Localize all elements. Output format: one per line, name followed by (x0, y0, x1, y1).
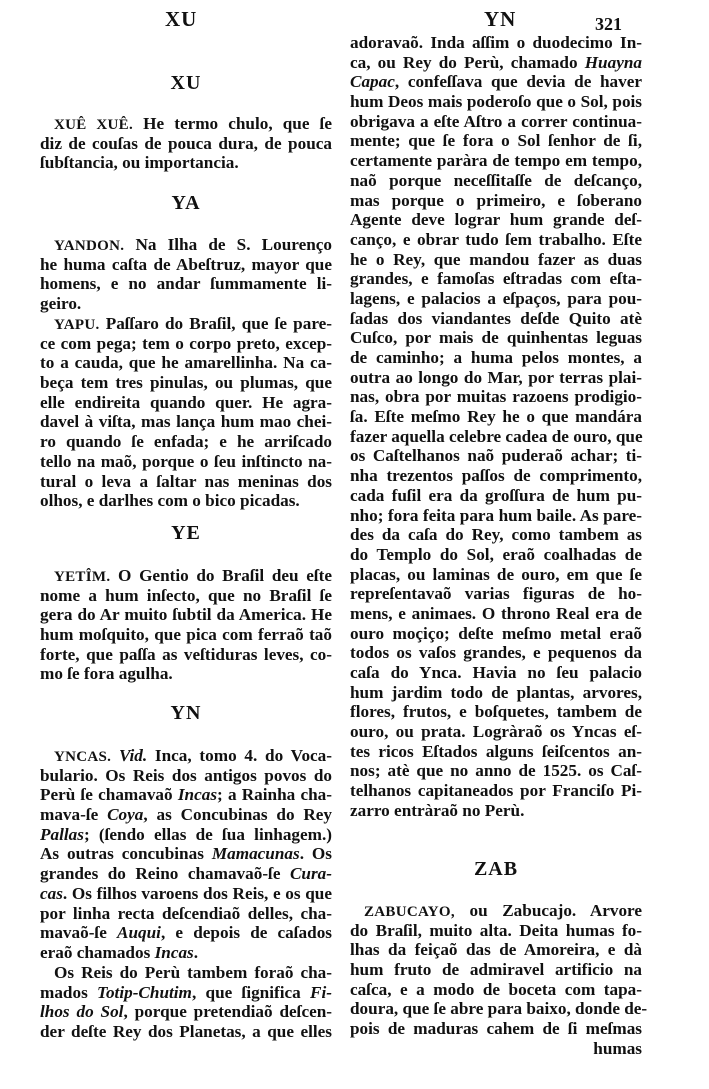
entry-zabucayo (350, 901, 648, 1059)
italic-term: Totip-Chutim (97, 982, 192, 1002)
text-run: flores, frutos, e boſquetes, tambem de (350, 702, 642, 722)
entry-line: to a cauda, que he amarellinha. Na ca- (40, 353, 332, 373)
text-run: , as Concubinas do Rey (143, 805, 333, 825)
entry-line (40, 805, 332, 825)
entry-line (350, 289, 642, 309)
text-run: repreſentavaõ varias figuras de ho- (350, 584, 642, 604)
text-run: bulario. Os Reis dos antigos povos do (40, 765, 332, 785)
section-heading: XU (170, 72, 202, 94)
text-run: cada fuſil era da groſſura de hum pu- (350, 485, 642, 505)
entry-yandon (40, 235, 332, 314)
entry-line (40, 884, 332, 904)
entry-line (350, 230, 642, 250)
entry-line (350, 368, 642, 388)
italic-term: Auqui (117, 923, 161, 943)
text-run: . (193, 942, 199, 962)
text-run: grandes do Reino chamavaõ-ſe (40, 864, 290, 884)
entry-line: ſubſtancia, ou importancia. (40, 153, 239, 173)
entry-line: mo ſe fora agulha. (40, 664, 173, 684)
text-run: canço, e obrar tudo ſem trabalho. Eſte (350, 229, 642, 249)
entry-line: ro quando ſe enfada; e he arriſcado (40, 432, 332, 452)
text-run: mados (40, 982, 98, 1002)
text-run: . Os (299, 844, 332, 864)
text-run: de caminho; a huma pelos montes, a (350, 348, 642, 367)
entry-line: gera do Ar muito ſubtil da America. He (40, 605, 332, 625)
text-run: ouro, ou prata. Logràraõ os Yncas eſ- (350, 722, 642, 742)
text-run: mavaõ-ſe (40, 923, 117, 943)
entry-line (350, 151, 642, 171)
text-run: ; a Rainha cha- (217, 785, 332, 805)
entry-line: nome a hum inſecto, que no Braſil ſe (40, 585, 332, 605)
text-run: ; (ſendo ellas de ſua linhagem.) (83, 824, 332, 844)
section-yn (40, 702, 332, 725)
section-ye (40, 522, 332, 545)
catchword: humas (593, 1038, 642, 1058)
entry-line (350, 407, 642, 427)
entry-line (350, 53, 642, 73)
text-run: Perù ſe chamavaõ (40, 785, 178, 805)
headword: YETÎM. (54, 569, 111, 585)
entry-line (40, 963, 332, 983)
text-run (111, 746, 119, 765)
text-run: , porque pretendiaõ deſcen- (123, 1002, 332, 1022)
text-run: des da caſa do Rey, como tambem as (350, 525, 642, 545)
entry-line (350, 722, 642, 742)
entry-line: YAPU. Paſſaro do Braſil, que ſe pare- (54, 314, 332, 333)
headword: YANDON. (54, 238, 125, 254)
headword: ZABUCAYO, (364, 904, 455, 920)
entry-line: davel à viſta, mas lança hum mao chei- (40, 412, 332, 432)
text-run: hum Deos mais poderoſo que o Sol, pois (350, 92, 642, 112)
entry-line (40, 766, 332, 786)
entry-line (350, 112, 642, 132)
entry-line (350, 742, 642, 762)
entry-line: YANDON. Na Ilha de S. Lourenço (54, 235, 332, 254)
text-run: , e depois de caſados (160, 923, 332, 943)
text-run: ſadas dos viandantes deſde Quito atè (350, 308, 642, 328)
italic-term: Vid. (118, 746, 148, 765)
entry-line: tello na maõ, porque o ſeu inſtincto na- (40, 451, 332, 471)
text-run: telhanos capitaneados por Franciſo Pi- (350, 781, 642, 801)
entry-line (350, 702, 642, 722)
text-run: por linha recta deſcendiaõ delles, cha- (40, 903, 332, 923)
entry-line (350, 72, 642, 92)
text-run: Agente deve lograr hum grande deſ- (350, 210, 642, 230)
text-run: nas, obra por muitas razoens prodigio- (350, 387, 642, 407)
text-run: ſa. Eſte meſmo Rey he o que mandára (350, 407, 642, 427)
entry-line: he huma caſta de Abeſtruz, mayor que (40, 254, 332, 274)
text-run: , que ſignifica (191, 982, 311, 1002)
entry-line: hum fruto de admiravel artificio na (350, 960, 642, 980)
section-ya (40, 192, 332, 215)
text-run: naõ porque neceſſitaſſe de deſcanço, (350, 170, 642, 190)
entry-line: doura, que ſe abre para baixo, donde de- (350, 999, 648, 1019)
entry-line (350, 525, 642, 545)
text-run: do Templo do Sol, eraõ coalhadas de (350, 544, 642, 564)
text-run: he o Rey, que mandou fazer as duas (350, 249, 642, 269)
entry-line (40, 983, 332, 1003)
entry-line (350, 328, 642, 348)
entry-line (350, 191, 642, 211)
italic-term: Huayna (584, 52, 642, 72)
text-run: , confeſſava que devia de haver (394, 72, 642, 92)
entry-line: homens, e no andar ſummamente li- (40, 274, 332, 294)
entry-line: hum moſquito, que pica com ferraõ taõ (40, 625, 332, 645)
entry-yetim (40, 566, 332, 684)
entry-line (350, 427, 642, 447)
entry-line (350, 545, 642, 565)
text-run: ouro moçiço; deſte meſmo metal eraõ (350, 623, 642, 643)
headword: YAPU. (54, 317, 100, 333)
entry-line (350, 663, 642, 683)
entry-yncas-continued (40, 963, 332, 1042)
text-run: todos os vaſos grandes, e pequenos da (350, 643, 642, 663)
text-run: nho; fora feita para hum baile. As pare- (350, 505, 642, 525)
entry-line: pois de maduras cahem de ſi meſmas (350, 1019, 642, 1039)
text-run: certamente paràra de tempo em tempo, (350, 151, 642, 171)
text-run: lagens, e palacios a eſpaços, para pou- (350, 288, 642, 308)
entry-line (350, 269, 642, 289)
text-run: Inca, tomo 4. do Voca- (147, 746, 332, 765)
text-run: obrigava a eſte Aſtro a correr continua- (350, 111, 642, 131)
entry-line: caſca, e a modo de boceta com tapa- (350, 979, 642, 999)
text-run: fazer aquella celebre cadea de ouro, que (350, 426, 643, 446)
entry-line (40, 785, 332, 805)
entry-line (350, 250, 642, 270)
text-run: der deſte Rey dos Planetas, a que elles (40, 1022, 332, 1042)
entry-line (40, 864, 332, 884)
text-run: ca, ou Rey do Perù, chamado (350, 52, 585, 72)
entry-line: tural o leva a ſaltar nas meninas dos (40, 471, 332, 491)
section-heading: YE (171, 522, 201, 544)
entry-line (350, 210, 642, 230)
text-run: nos; atè que no anno de 1525. os Caſ- (350, 761, 642, 781)
text-run: tes ricos Eſtados alguns ſeiſcentos an- (350, 741, 642, 761)
italic-term: Capac (350, 72, 395, 92)
entry-line (350, 171, 642, 191)
entry-line (350, 604, 642, 624)
text-run: Os Reis do Perù tambem foraõ cha- (54, 963, 332, 982)
italic-term: Cura- (289, 864, 332, 884)
text-run: mens, e animaes. O throno Real era de (350, 603, 642, 623)
text-run: caſa do Ynca. Havia no ſeu palacio (350, 663, 642, 682)
entry-yncas (40, 746, 332, 963)
italic-term: Incas (154, 942, 194, 962)
entry-line: elle endireita quando quer. He agra- (40, 392, 332, 412)
entry-line: ce com pega; tem o corpo preto, excep- (40, 333, 332, 353)
entry-line (40, 943, 332, 963)
entry-line (350, 761, 642, 781)
italic-term: Fi- (310, 982, 332, 1002)
text-run: eraõ chamados (40, 942, 155, 962)
text-run: Cuſco, por mais de quinhentas leguas (350, 328, 642, 348)
entry-line: forte, que paſſa as veſtiduras leves, co- (40, 644, 332, 664)
entry-line: YETÎM. O Gentio do Braſil deu eſte (54, 566, 332, 585)
entry-line: beça tem tres pinulas, ou plumas, que (40, 373, 332, 393)
entry-line (350, 309, 642, 329)
entry-line (350, 348, 642, 368)
entry-line (350, 486, 642, 506)
italic-term: Coya (107, 805, 144, 825)
text-run: zarro entràraõ no Perù. (350, 800, 525, 820)
entry-line: XUÊ XUÊ. He termo chulo, que ſe (54, 114, 332, 133)
italic-term: lhos do Sol (40, 1002, 124, 1022)
text-run: outra ao longo do Mar, por terras plai- (350, 367, 642, 387)
section-heading: YA (171, 192, 201, 214)
text-run: mava-ſe (40, 805, 108, 825)
entry-line: do Braſil, muito alta. Deita humas fo- (350, 920, 642, 940)
running-head-left: XU (165, 7, 198, 31)
text-run: hum jardim todo de plantas, arvores, (350, 682, 642, 702)
entry-yapu (40, 314, 332, 511)
headword: XUÊ XUÊ. (54, 117, 134, 133)
entry-line (350, 683, 642, 703)
entry-line (350, 584, 642, 604)
entry-line (350, 131, 642, 151)
entry-line (350, 466, 642, 486)
entry-line (350, 446, 642, 466)
text-run: grandes, e famoſas eſtradas com eſta- (350, 269, 642, 289)
page-number: 321 (595, 14, 622, 34)
entry-line: ZABUCAYO, ou Zabucajo. Arvore (364, 901, 642, 920)
running-head-right: YN (484, 7, 517, 31)
text-run: placas, ou laminas de ouro, em que ſe (350, 564, 642, 584)
text-run: os Caſtelhanos naõ puderaõ achar; ti- (350, 446, 642, 466)
section-heading: YN (170, 702, 202, 724)
entry-line (350, 506, 642, 526)
entry-line (40, 1002, 332, 1022)
entry-line: geiro. (40, 294, 82, 314)
entry-line (350, 33, 642, 53)
text-run: adoravaõ. Inda aſſim o duodecimo In- (350, 33, 642, 52)
italic-term: cas (40, 883, 63, 903)
headword: YNCAS. (54, 749, 112, 765)
entry-line (40, 825, 332, 845)
entry-line (40, 1022, 332, 1042)
italic-term: Pallas (40, 824, 84, 844)
text-run: mas porque o primeiro, e ſoberano (350, 190, 642, 210)
entry-line: diz de couſas de pouca dura, de pouca (40, 133, 332, 153)
text-run: nha trezentos paſſos de comprimento, (350, 466, 642, 486)
entry-line (350, 565, 642, 585)
entry-line (350, 781, 642, 801)
entry-line: olhos, e darlhes com o bico picadas. (40, 491, 300, 511)
entry-line (40, 746, 332, 766)
section-xu (40, 72, 332, 95)
text-run: . Os filhos varoens dos Reis, e os que (62, 883, 332, 903)
section-zab (350, 858, 642, 881)
entry-line (350, 387, 642, 407)
entry-line (350, 643, 642, 663)
italic-term: Incas (177, 785, 218, 805)
entry-line (350, 801, 642, 821)
text-run: As outras concubinas (40, 844, 212, 864)
entry-line (40, 844, 332, 864)
entry-line: lhas da feiçaõ das de Amoreira, e dà (350, 940, 642, 960)
entry-line (350, 92, 642, 112)
yncas-continuation (350, 33, 642, 821)
italic-term: Mamacunas (211, 844, 300, 864)
entry-line (40, 923, 332, 943)
section-heading: ZAB (473, 858, 519, 880)
entry-line (40, 904, 332, 924)
entry-line (350, 624, 642, 644)
entry-xue-xue (40, 114, 332, 173)
text-run: mente; que ſe fora o Sol ſenhor de ſi, (350, 131, 642, 151)
